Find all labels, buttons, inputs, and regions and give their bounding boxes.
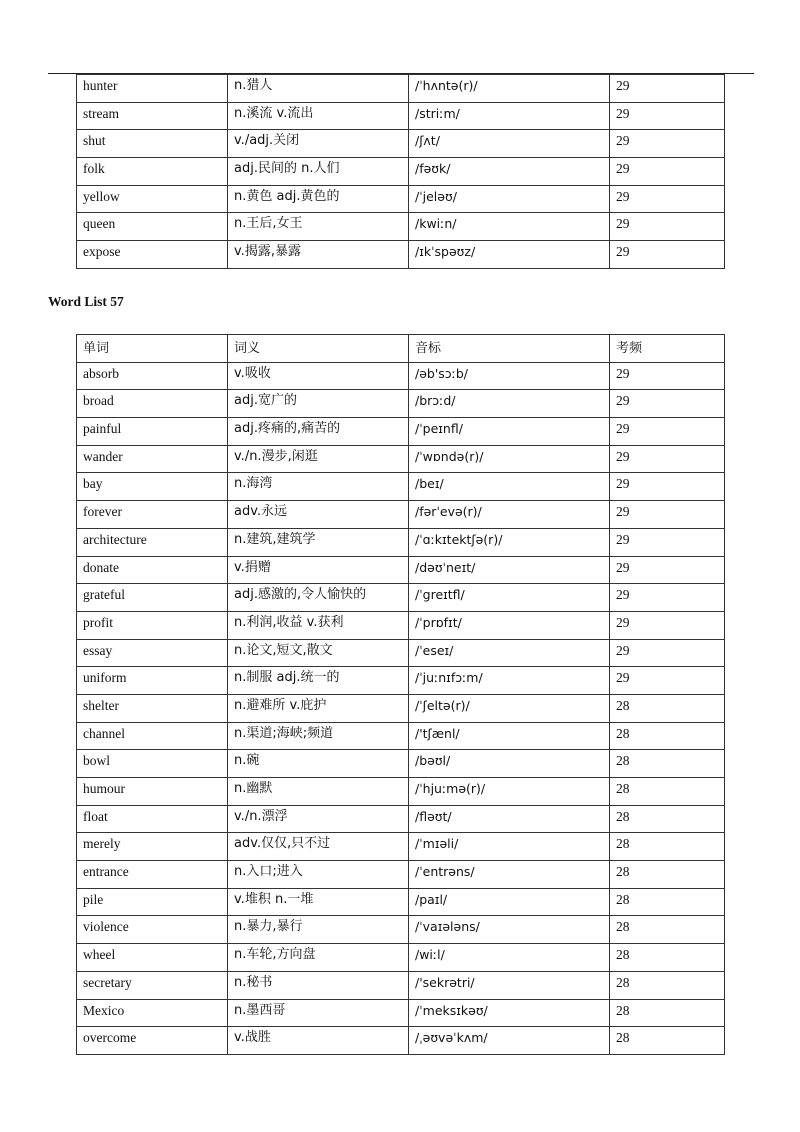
word-cell: uniform bbox=[77, 667, 228, 695]
table-row bbox=[77, 213, 725, 241]
table-row bbox=[77, 805, 725, 833]
phonetic-cell: /ˈgreɪtfl/ bbox=[409, 584, 610, 612]
word-cell: forever bbox=[77, 501, 228, 529]
table-row bbox=[77, 667, 725, 695]
table-row bbox=[77, 473, 725, 501]
meaning-cell: n.入口;进入 bbox=[228, 861, 409, 889]
word-cell: overcome bbox=[77, 1027, 228, 1055]
phonetic-cell: /ˈeseɪ/ bbox=[409, 639, 610, 667]
frequency-cell: 29 bbox=[610, 418, 725, 446]
frequency-cell: 29 bbox=[610, 158, 725, 186]
table-row bbox=[77, 130, 725, 158]
meaning-cell: adv.永远 bbox=[228, 501, 409, 529]
meaning-cell: adj.宽广的 bbox=[228, 390, 409, 418]
phonetic-cell: /ˈmɪəli/ bbox=[409, 833, 610, 861]
word-cell: wander bbox=[77, 445, 228, 473]
phonetic-cell: /striːm/ bbox=[409, 102, 610, 130]
vocab-table-top bbox=[76, 74, 725, 269]
meaning-cell: adj.疼痛的,痛苦的 bbox=[228, 418, 409, 446]
word-cell: float bbox=[77, 805, 228, 833]
frequency-cell: 28 bbox=[610, 805, 725, 833]
table-row bbox=[77, 185, 725, 213]
word-cell: bowl bbox=[77, 750, 228, 778]
table-header-row bbox=[77, 335, 725, 363]
meaning-cell: n.论文,短文,散文 bbox=[228, 639, 409, 667]
word-cell: stream bbox=[77, 102, 228, 130]
frequency-cell: 29 bbox=[610, 639, 725, 667]
vocab-table-main bbox=[76, 334, 725, 1055]
phonetic-cell: /ˈpeɪnfl/ bbox=[409, 418, 610, 446]
table-row bbox=[77, 418, 725, 446]
word-cell: grateful bbox=[77, 584, 228, 612]
frequency-cell: 28 bbox=[610, 750, 725, 778]
frequency-cell: 28 bbox=[610, 722, 725, 750]
meaning-cell: n.避难所 v.庇护 bbox=[228, 694, 409, 722]
meaning-cell: adj.感激的,令人愉快的 bbox=[228, 584, 409, 612]
frequency-cell: 28 bbox=[610, 833, 725, 861]
word-cell: shut bbox=[77, 130, 228, 158]
phonetic-cell: /ˈvaɪələns/ bbox=[409, 916, 610, 944]
phonetic-cell: /ˈhjuːmə(r)/ bbox=[409, 778, 610, 806]
meaning-cell: n.渠道;海峡;频道 bbox=[228, 722, 409, 750]
phonetic-cell: /'tʃænl/ bbox=[409, 722, 610, 750]
frequency-cell: 29 bbox=[610, 528, 725, 556]
word-cell: queen bbox=[77, 213, 228, 241]
frequency-cell: 29 bbox=[610, 473, 725, 501]
table-row bbox=[77, 833, 725, 861]
meaning-cell: n.墨西哥 bbox=[228, 999, 409, 1027]
frequency-cell: 28 bbox=[610, 944, 725, 972]
meaning-cell: v.堆积 n.一堆 bbox=[228, 888, 409, 916]
frequency-cell: 28 bbox=[610, 694, 725, 722]
meaning-cell: adj.民间的 n.人们 bbox=[228, 158, 409, 186]
frequency-cell: 29 bbox=[610, 556, 725, 584]
frequency-cell: 29 bbox=[610, 75, 725, 103]
meaning-cell: n.黄色 adj.黄色的 bbox=[228, 185, 409, 213]
word-cell: architecture bbox=[77, 528, 228, 556]
word-cell: violence bbox=[77, 916, 228, 944]
table-row bbox=[77, 501, 725, 529]
table-row bbox=[77, 611, 725, 639]
meaning-cell: n.暴力,暴行 bbox=[228, 916, 409, 944]
word-cell: bay bbox=[77, 473, 228, 501]
word-cell: essay bbox=[77, 639, 228, 667]
table-row bbox=[77, 971, 725, 999]
phonetic-cell: /fəʊk/ bbox=[409, 158, 610, 186]
phonetic-cell: /ʃʌt/ bbox=[409, 130, 610, 158]
table-row bbox=[77, 390, 725, 418]
table-row bbox=[77, 75, 725, 103]
phonetic-cell: /ˈwɒndə(r)/ bbox=[409, 445, 610, 473]
meaning-cell: n.海湾 bbox=[228, 473, 409, 501]
phonetic-cell: /ˈjeləʊ/ bbox=[409, 185, 610, 213]
meaning-cell: n.制服 adj.统一的 bbox=[228, 667, 409, 695]
meaning-cell: v./n.漫步,闲逛 bbox=[228, 445, 409, 473]
table-row bbox=[77, 888, 725, 916]
meaning-cell: n.溪流 v.流出 bbox=[228, 102, 409, 130]
table-row bbox=[77, 694, 725, 722]
phonetic-cell: /əb'sɔːb/ bbox=[409, 362, 610, 390]
frequency-cell: 29 bbox=[610, 241, 725, 269]
meaning-cell: v.捐赠 bbox=[228, 556, 409, 584]
header-frequency: 考频 bbox=[610, 335, 725, 363]
table-row bbox=[77, 999, 725, 1027]
meaning-cell: n.王后,女王 bbox=[228, 213, 409, 241]
phonetic-cell: /fləʊt/ bbox=[409, 805, 610, 833]
table-row bbox=[77, 584, 725, 612]
table-row bbox=[77, 445, 725, 473]
frequency-cell: 29 bbox=[610, 390, 725, 418]
meaning-cell: v./n.漂浮 bbox=[228, 805, 409, 833]
word-cell: Mexico bbox=[77, 999, 228, 1027]
meaning-cell: n.车轮,方向盘 bbox=[228, 944, 409, 972]
frequency-cell: 28 bbox=[610, 1027, 725, 1055]
frequency-cell: 29 bbox=[610, 362, 725, 390]
word-cell: profit bbox=[77, 611, 228, 639]
phonetic-cell: /kwiːn/ bbox=[409, 213, 610, 241]
phonetic-cell: /ˌəʊvəˈkʌm/ bbox=[409, 1027, 610, 1055]
header-meaning: 词义 bbox=[228, 335, 409, 363]
meaning-cell: v./adj.关闭 bbox=[228, 130, 409, 158]
frequency-cell: 29 bbox=[610, 611, 725, 639]
table-row bbox=[77, 528, 725, 556]
frequency-cell: 29 bbox=[610, 501, 725, 529]
frequency-cell: 28 bbox=[610, 916, 725, 944]
phonetic-cell: /fərˈevə(r)/ bbox=[409, 501, 610, 529]
frequency-cell: 28 bbox=[610, 888, 725, 916]
word-cell: merely bbox=[77, 833, 228, 861]
table-row bbox=[77, 861, 725, 889]
table-row bbox=[77, 916, 725, 944]
header-phonetic: 音标 bbox=[409, 335, 610, 363]
frequency-cell: 29 bbox=[610, 213, 725, 241]
phonetic-cell: /ˈmeksɪkəʊ/ bbox=[409, 999, 610, 1027]
table-row bbox=[77, 362, 725, 390]
frequency-cell: 28 bbox=[610, 778, 725, 806]
word-cell: expose bbox=[77, 241, 228, 269]
frequency-cell: 29 bbox=[610, 130, 725, 158]
word-cell: humour bbox=[77, 778, 228, 806]
word-cell: absorb bbox=[77, 362, 228, 390]
meaning-cell: v.战胜 bbox=[228, 1027, 409, 1055]
meaning-cell: n.利润,收益 v.获利 bbox=[228, 611, 409, 639]
vocab-table-main-body bbox=[77, 335, 725, 1055]
meaning-cell: n.碗 bbox=[228, 750, 409, 778]
phonetic-cell: /brɔːd/ bbox=[409, 390, 610, 418]
frequency-cell: 28 bbox=[610, 999, 725, 1027]
word-cell: painful bbox=[77, 418, 228, 446]
phonetic-cell: /ˈprɒfɪt/ bbox=[409, 611, 610, 639]
phonetic-cell: /ɪkˈspəʊz/ bbox=[409, 241, 610, 269]
phonetic-cell: /paɪl/ bbox=[409, 888, 610, 916]
meaning-cell: n.猎人 bbox=[228, 75, 409, 103]
phonetic-cell: /wiːl/ bbox=[409, 944, 610, 972]
table-row bbox=[77, 944, 725, 972]
word-cell: broad bbox=[77, 390, 228, 418]
frequency-cell: 29 bbox=[610, 102, 725, 130]
phonetic-cell: /ˈentrəns/ bbox=[409, 861, 610, 889]
section-title: Word List 57 bbox=[48, 294, 124, 309]
word-cell: folk bbox=[77, 158, 228, 186]
frequency-cell: 29 bbox=[610, 584, 725, 612]
meaning-cell: n.秘书 bbox=[228, 971, 409, 999]
frequency-cell: 29 bbox=[610, 445, 725, 473]
table-row bbox=[77, 722, 725, 750]
table-row bbox=[77, 1027, 725, 1055]
frequency-cell: 28 bbox=[610, 861, 725, 889]
table-row bbox=[77, 102, 725, 130]
meaning-cell: adv.仅仅,只不过 bbox=[228, 833, 409, 861]
phonetic-cell: /ˈɑːkɪtektʃə(r)/ bbox=[409, 528, 610, 556]
header-word: 单词 bbox=[77, 335, 228, 363]
word-cell: yellow bbox=[77, 185, 228, 213]
phonetic-cell: /beɪ/ bbox=[409, 473, 610, 501]
frequency-cell: 29 bbox=[610, 185, 725, 213]
phonetic-cell: /dəʊˈneɪt/ bbox=[409, 556, 610, 584]
vocab-table-top-body bbox=[77, 75, 725, 269]
word-cell: shelter bbox=[77, 694, 228, 722]
word-cell: donate bbox=[77, 556, 228, 584]
frequency-cell: 28 bbox=[610, 971, 725, 999]
table-row bbox=[77, 556, 725, 584]
word-cell: pile bbox=[77, 888, 228, 916]
word-cell: wheel bbox=[77, 944, 228, 972]
table-row bbox=[77, 778, 725, 806]
meaning-cell: n.幽默 bbox=[228, 778, 409, 806]
phonetic-cell: /ˈhʌntə(r)/ bbox=[409, 75, 610, 103]
word-cell: hunter bbox=[77, 75, 228, 103]
phonetic-cell: /ˈʃeltə(r)/ bbox=[409, 694, 610, 722]
table-row bbox=[77, 639, 725, 667]
table-row bbox=[77, 158, 725, 186]
phonetic-cell: /bəʊl/ bbox=[409, 750, 610, 778]
table-row bbox=[77, 750, 725, 778]
word-cell: channel bbox=[77, 722, 228, 750]
phonetic-cell: /ˈjuːnɪfɔːm/ bbox=[409, 667, 610, 695]
meaning-cell: v.揭露,暴露 bbox=[228, 241, 409, 269]
meaning-cell: v.吸收 bbox=[228, 362, 409, 390]
frequency-cell: 29 bbox=[610, 667, 725, 695]
word-cell: secretary bbox=[77, 971, 228, 999]
meaning-cell: n.建筑,建筑学 bbox=[228, 528, 409, 556]
phonetic-cell: /'sekrətri/ bbox=[409, 971, 610, 999]
word-cell: entrance bbox=[77, 861, 228, 889]
table-row bbox=[77, 241, 725, 269]
